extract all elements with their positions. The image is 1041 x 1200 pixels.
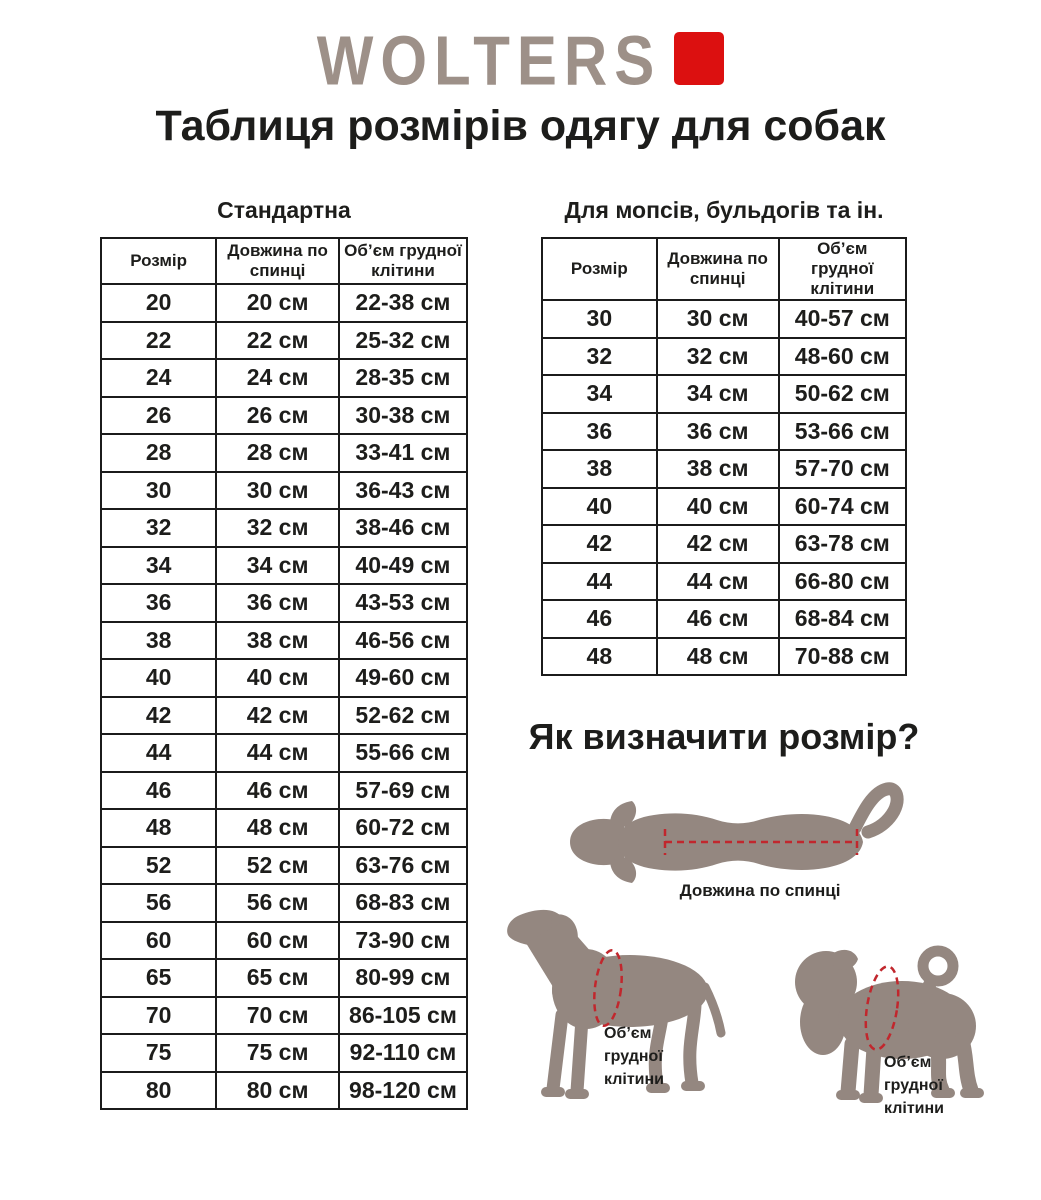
size-cell: 36 см (657, 413, 779, 451)
size-cell: 60 см (216, 922, 339, 960)
size-cell: 48 см (657, 638, 779, 676)
size-cell: 30 см (216, 472, 339, 510)
dog-head-shape (570, 819, 624, 865)
size-cell: 34 (101, 547, 216, 585)
size-row (101, 322, 467, 360)
size-cell: 28 см (216, 434, 339, 472)
size-cell: 30-38 см (339, 397, 467, 435)
page-title: Таблиця розмірів одягу для собак (155, 102, 886, 150)
dog-tail-shape (855, 789, 897, 832)
size-cell: 48 см (216, 809, 339, 847)
size-cell: 40 см (216, 659, 339, 697)
size-cell: 48 (542, 638, 657, 676)
size-cell: 46-56 см (339, 622, 467, 660)
size-row (101, 1034, 467, 1072)
wolters-logo-text: WOLTERS (316, 21, 662, 100)
column-header: Довжина по спинці (657, 238, 779, 300)
size-cell: 32 см (657, 338, 779, 376)
size-cell: 34 (542, 375, 657, 413)
size-row (101, 359, 467, 397)
size-cell: 75 (101, 1034, 216, 1072)
size-cell: 40 см (657, 488, 779, 526)
size-row (542, 413, 906, 451)
size-row (101, 397, 467, 435)
size-cell: 42 см (657, 525, 779, 563)
size-cell: 52-62 см (339, 697, 467, 735)
wolters-logo-red-square-icon (674, 32, 724, 85)
size-cell: 66-80 см (779, 563, 906, 601)
size-cell: 63-78 см (779, 525, 906, 563)
size-cell: 80 см (216, 1072, 339, 1110)
size-cell: 52 см (216, 847, 339, 885)
how-to-measure-title: Як визначити розмір? (528, 716, 920, 757)
size-row (101, 584, 467, 622)
size-cell: 42 см (216, 697, 339, 735)
size-cell: 43-53 см (339, 584, 467, 622)
size-row (101, 434, 467, 472)
size-cell: 56 см (216, 884, 339, 922)
size-cell: 48 (101, 809, 216, 847)
column-header: Довжина по спинці (216, 238, 339, 284)
size-cell: 63-76 см (339, 847, 467, 885)
size-cell: 75 см (216, 1034, 339, 1072)
size-cell: 22-38 см (339, 284, 467, 322)
size-cell: 44 (101, 734, 216, 772)
size-row (101, 284, 467, 322)
size-row (101, 622, 467, 660)
size-row (101, 659, 467, 697)
size-row (542, 338, 906, 376)
dog-ear-shape (832, 950, 858, 970)
size-cell: 33-41 см (339, 434, 467, 472)
size-row (101, 847, 467, 885)
header-row (542, 238, 906, 300)
size-cell: 46 (542, 600, 657, 638)
size-cell: 28-35 см (339, 359, 467, 397)
size-cell: 32 (542, 338, 657, 376)
size-cell: 52 (101, 847, 216, 885)
size-row (101, 734, 467, 772)
size-row (101, 922, 467, 960)
size-cell: 36 (542, 413, 657, 451)
size-cell: 42 (542, 525, 657, 563)
dog-curled-tail-shape (923, 951, 953, 981)
size-row (101, 509, 467, 547)
size-row (101, 772, 467, 810)
size-cell: 28 (101, 434, 216, 472)
size-row (101, 1072, 467, 1110)
size-cell: 22 см (216, 322, 339, 360)
size-cell: 24 (101, 359, 216, 397)
size-cell: 53-66 см (779, 413, 906, 451)
size-cell: 20 (101, 284, 216, 322)
size-cell: 56 (101, 884, 216, 922)
size-cell: 30 см (657, 300, 779, 338)
column-header: Розмір (542, 238, 657, 300)
dog-top-view-illustration (560, 778, 895, 883)
size-cell: 36-43 см (339, 472, 467, 510)
chest-girth-label-pug: Об’єм грудної клітини (884, 1054, 944, 1118)
standard-size-table (100, 237, 468, 1110)
size-cell: 44 см (216, 734, 339, 772)
size-cell: 46 см (216, 772, 339, 810)
size-cell: 30 (101, 472, 216, 510)
dog-tail-shape (705, 987, 721, 1033)
size-cell: 20 см (216, 284, 339, 322)
size-row (101, 472, 467, 510)
size-cell: 26 см (216, 397, 339, 435)
wolters-logo (0, 21, 1041, 100)
chest-girth-label-large-dog: Об’єм грудної клітини (604, 1025, 664, 1089)
size-cell: 70 (101, 997, 216, 1035)
size-cell: 40 (542, 488, 657, 526)
size-row (542, 488, 906, 526)
pugs-table-caption: Для мопсів, бульдогів та ін. (564, 197, 884, 223)
size-row (542, 563, 906, 601)
size-cell: 60-74 см (779, 488, 906, 526)
size-cell: 46 (101, 772, 216, 810)
size-cell: 24 см (216, 359, 339, 397)
size-cell: 73-90 см (339, 922, 467, 960)
size-row (101, 697, 467, 735)
size-cell: 25-32 см (339, 322, 467, 360)
size-cell: 98-120 см (339, 1072, 467, 1110)
size-row (542, 375, 906, 413)
size-cell: 86-105 см (339, 997, 467, 1035)
size-row (542, 525, 906, 563)
column-header: Об’єм грудної клітини (339, 238, 467, 284)
size-cell: 92-110 см (339, 1034, 467, 1072)
size-cell: 60-72 см (339, 809, 467, 847)
header-row (101, 238, 467, 284)
size-cell: 46 см (657, 600, 779, 638)
size-cell: 65 см (216, 959, 339, 997)
back-length-label: Довжина по спинці (679, 881, 841, 900)
size-cell: 26 (101, 397, 216, 435)
size-row (101, 959, 467, 997)
size-cell: 57-69 см (339, 772, 467, 810)
size-cell: 70 см (216, 997, 339, 1035)
size-cell: 80-99 см (339, 959, 467, 997)
size-cell: 32 (101, 509, 216, 547)
size-cell: 38 (542, 450, 657, 488)
size-cell: 38 (101, 622, 216, 660)
size-cell: 57-70 см (779, 450, 906, 488)
size-cell: 36 см (216, 584, 339, 622)
size-row (542, 300, 906, 338)
dog-tail-base-shape (923, 984, 930, 997)
size-cell: 38 см (216, 622, 339, 660)
size-cell: 30 (542, 300, 657, 338)
size-cell: 40-57 см (779, 300, 906, 338)
size-cell: 32 см (216, 509, 339, 547)
size-cell: 44 (542, 563, 657, 601)
size-cell: 60 (101, 922, 216, 960)
size-cell: 70-88 см (779, 638, 906, 676)
column-header: Розмір (101, 238, 216, 284)
size-cell: 38-46 см (339, 509, 467, 547)
size-row (101, 884, 467, 922)
size-cell: 65 (101, 959, 216, 997)
size-cell: 49-60 см (339, 659, 467, 697)
size-cell: 38 см (657, 450, 779, 488)
size-cell: 55-66 см (339, 734, 467, 772)
size-cell: 80 (101, 1072, 216, 1110)
pugs-size-table (541, 237, 907, 676)
size-cell: 40 (101, 659, 216, 697)
size-row (542, 450, 906, 488)
size-cell: 68-84 см (779, 600, 906, 638)
size-cell: 44 см (657, 563, 779, 601)
size-cell: 42 (101, 697, 216, 735)
size-cell: 22 (101, 322, 216, 360)
size-cell: 68-83 см (339, 884, 467, 922)
size-cell: 36 (101, 584, 216, 622)
size-cell: 48-60 см (779, 338, 906, 376)
standard-table-caption: Стандартна (217, 197, 351, 223)
size-row (101, 547, 467, 585)
column-header: Об’єм грудної клітини (779, 238, 906, 300)
size-cell: 34 см (657, 375, 779, 413)
size-cell: 34 см (216, 547, 339, 585)
size-row (101, 997, 467, 1035)
size-row (542, 638, 906, 676)
size-row (101, 809, 467, 847)
size-cell: 40-49 см (339, 547, 467, 585)
size-cell: 50-62 см (779, 375, 906, 413)
size-row (542, 600, 906, 638)
